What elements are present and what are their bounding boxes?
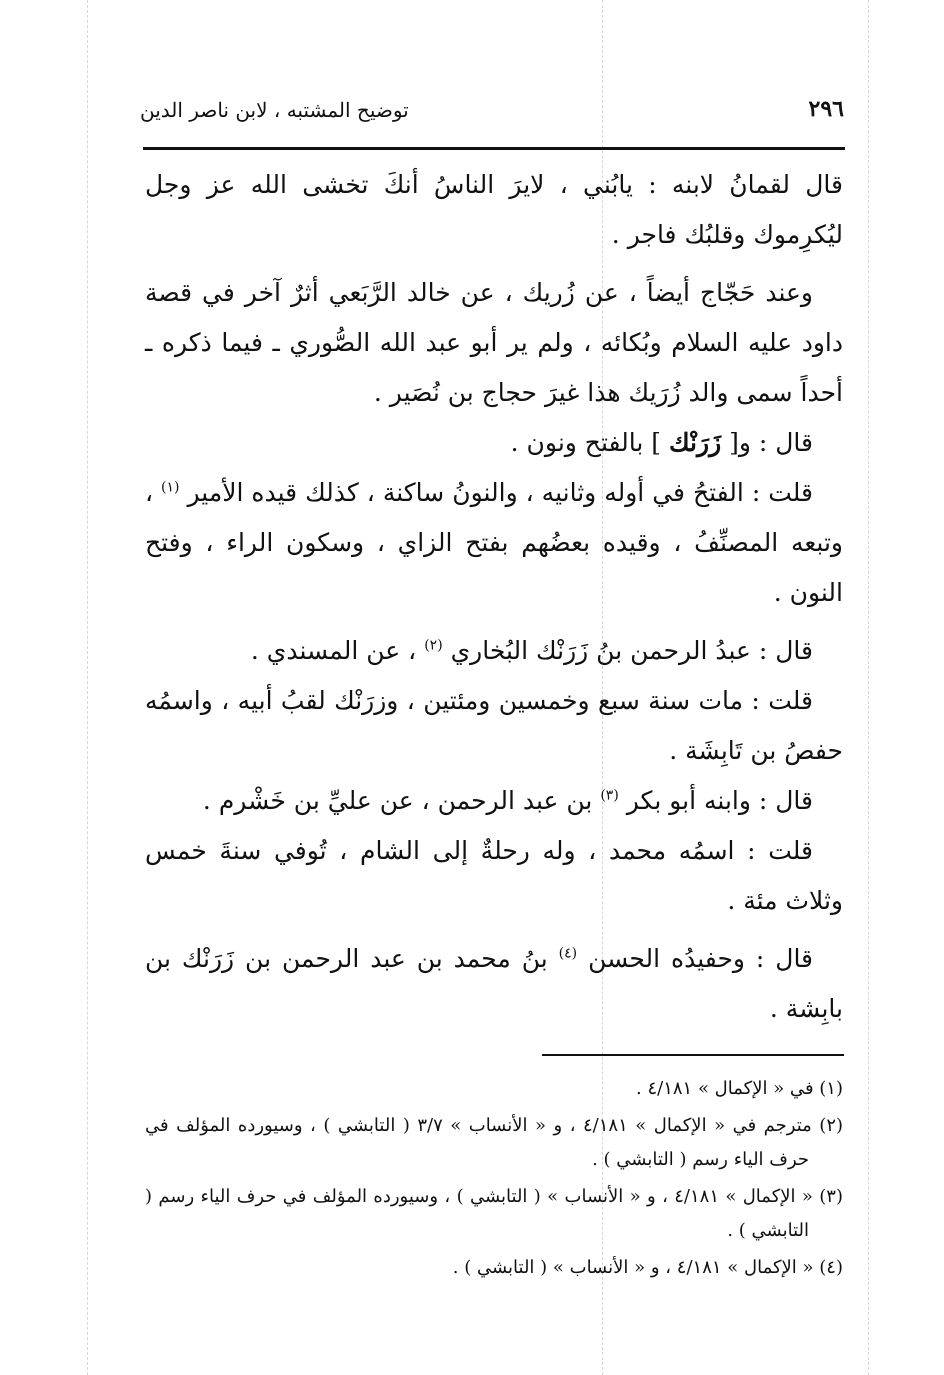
paragraph: وعند حَجّاج أيضاً ، عن زُريك ، عن خالد الرَّبَعي أثرٌ آخر في قصة داود عليه السلام وبُكائه ، ولم ير أبو عبد الله الصُّوري ـ فيما ذكره ـ أحداً سمى والد زُرَيك هذا غيرَ حجاج بن نُصَير . [145,278,843,407]
paragraph [145,626,843,676]
paragraph-text: بنُ محمد بن عبد الرحمن بن زَرَنْك بن بابِشة . [145,944,843,1023]
scan-guide-line [87,0,88,1375]
footnote: (٤) « الإكمال » ٤/١٨١ ، و « الأنساب » ( التابشي ) . [452,1257,843,1278]
paragraph-text: قال : عبدُ الرحمن بنُ زَرَنْك البُخاري [450,636,813,665]
footnote-reference: (٤) [558,945,578,962]
paragraph [145,468,843,618]
paragraph: قلت : اسمُه محمد ، وله رحلةٌ إلى الشام ، تُوفي سنةَ خمس وثلاث مئة . [145,836,843,915]
footnotes [145,1072,843,1288]
page-number: ٢٩٦ [808,96,844,122]
paragraph-text: ، وتبعه المصنِّفُ ، وقيده بعضُهم بفتح الزاي ، وسكون الراء ، وفتح النون . [145,478,843,607]
paragraph: قلت : مات سنة سبع وخمسين ومئتين ، وزرَنْك لقبُ أبيه ، واسمُه حفصُ بن تَابِشَة . [145,686,843,765]
footnote: (١) في « الإكمال » ٤/١٨١ . [636,1078,843,1099]
paragraph-text: قلت : الفتحُ في أوله وثانيه ، والنونُ ساكنة ، كذلك قيده الأمير [187,478,814,507]
footnote-reference: (٣) [600,787,619,804]
page-header [140,96,844,136]
main-text [145,160,843,1034]
paragraph-text: ] بالفتح ونون . [510,428,669,457]
paragraph-text: قال : وابنه أبو بكر [626,786,813,815]
header-rule [143,147,845,150]
headword: زَرَنْك [668,428,722,457]
paragraph [145,776,843,826]
footnote: (٣) « الإكمال » ٤/١٨١ ، و « الأنساب » ( التابشي ) ، وسيورده المؤلف في حرف الياء رسم ( التابشي ) . [145,1186,843,1241]
paragraph-text: قال : و[ [721,428,813,457]
running-title: توضيح المشتبه ، لابن ناصر الدين [140,98,409,122]
paragraph: قال لقمانُ لابنه : يابُني ، لايرَ الناسُ أنكَ تخشى الله عز وجل ليُكرِموك وقلبُك فاجر . [145,170,843,249]
footnote-reference: (٢) [424,637,443,654]
scan-guide-line [868,0,869,1375]
footnote: (٢) مترجم في « الإكمال » ٤/١٨١ ، و « الأنساب » ٣/٧ ( التابشي ) ، وسيورده المؤلف في حرف الياء رسم ( التابشي ) . [145,1115,844,1170]
paragraph-text: قال : وحفيدُه الحسن [588,944,814,973]
footnote-reference: (١) [161,479,180,496]
paragraph [145,418,843,468]
paragraph-text: بن عبد الرحمن ، عن عليِّ بن خَشْرم . [202,786,601,815]
footnote-separator [542,1054,844,1056]
paragraph [145,934,843,1034]
paragraph-text: ، عن المسندي . [250,636,425,665]
